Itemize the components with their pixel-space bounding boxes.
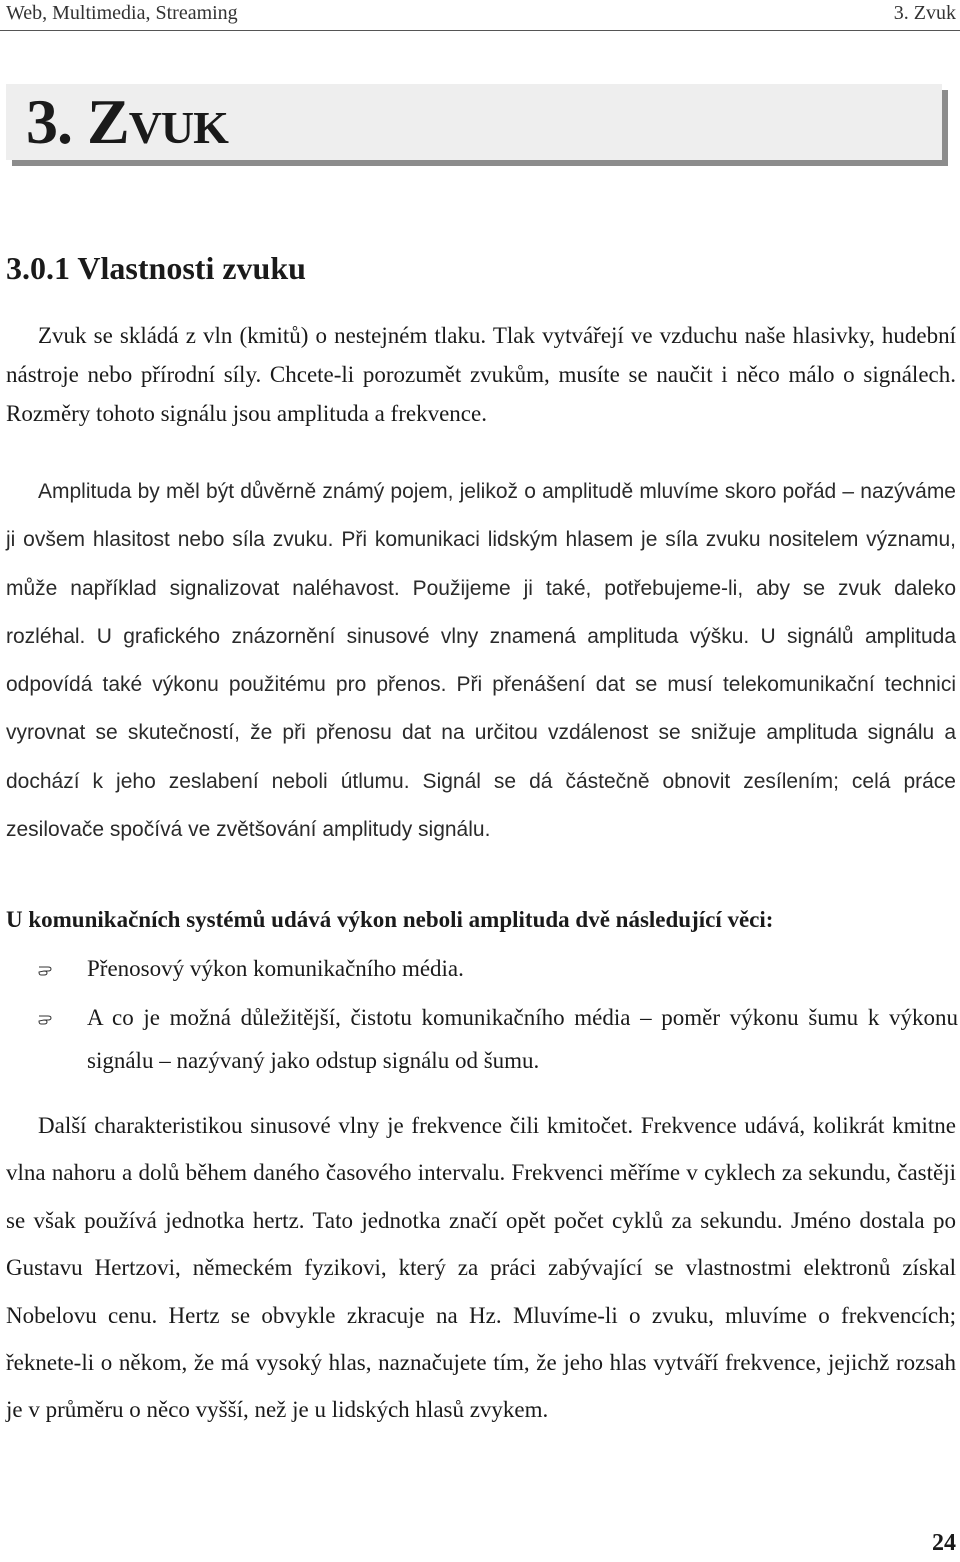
chapter-title-box [6, 84, 942, 160]
chapter-title [26, 86, 228, 160]
chapter-title-rest: VUK [128, 102, 228, 153]
paragraph-amplitude-rest: Při komunikaci lidským hlasem je síla zvuku nositelem významu, může například signalizovat naléhavost. Použijeme ji také, potřebujeme-li, aby se zvuk daleko rozléhal. U grafického znázornění sinusové vlny znamená amplituda výšku. U signálů amplituda odpovídá také výkonu použitému pro přenos. Při přenášení dat se musí telekomunikační technici vyrovnat se skutečností, že při přenosu dat na určitou vzdálenost se snižuje amplituda signálu a dochází k jeho zeslabení neboli útlumu. Signál se dá částečně obnovit zesílením; celá práce zesilovače spočívá ve zvětšování amplitudy signálu. [6, 528, 957, 842]
header-chapter-label: 3. Zvuk [893, 2, 956, 24]
paragraph-frequency: Další charakteristikou sinusové vlny je frekvence čili kmitočet. Frekvence udává, kolikrát kmitne vlna nahoru a dolů během daného časového intervalu. Frekvenci měříme v cyklech za sekundu, častěji se však používá jednotka hertz. Tato jednotka značí opět počet cyklů za sekundu. Jméno dostala po Gustavu Hertzovi, německém fyzikovi, který za práci zabývající se vlastnostmi elektronů získal Nobelovu cenu. Hertz se obvykle zkracuje na Hz. Mluvíme-li o zvuku, mluvíme o frekvencích; řeknete-li o někom, že má vysoký hlas, naznačujete tím, že jeho hlas vytváří frekvence, jejichž rozsah je v průměru o něco vyšší, než je u lidských hlasů zvykem. [6, 1113, 956, 1423]
running-header [0, 0, 960, 31]
list-item-text: Přenosový výkon komunikačního média. [87, 956, 464, 981]
list-heading: U komunikačních systémů udává výkon neboli amplituda dvě následující věci: [6, 907, 774, 932]
paragraph-intro: Zvuk se skládá z vln (kmitů) o nestejném tlaku. Tlak vytvářejí ve vzduchu naše hlasivky, hudební nástroje nebo přírodní síly. Chcete-li porozumět zvukům, musíte se naučit i něco málo o signálech. Rozměry tohoto signálu jsou amplituda a frekvence. [6, 323, 956, 426]
header-document-title: Web, Multimedia, Streaming [6, 2, 238, 24]
pointing-hand-icon [38, 1010, 54, 1026]
page-number: 24 [932, 1530, 956, 1556]
section-title: 3.0.1 Vlastnosti zvuku [6, 250, 306, 286]
list-item-text: A co je možná důležitější, čistotu komunikačního média – poměr výkonu šumu k výkonu signálu – nazývaný jako odstup signálu od šumu. [87, 1005, 958, 1073]
list-item [0, 996, 958, 1082]
list-item [0, 947, 958, 990]
paragraph-amplitude-sans: Amplituda by měl být důvěrně známý pojem, jelikož o amplitudě mluvíme skoro pořád – nazýváme ji ovšem hlasitost nebo síla zvuku. [6, 480, 956, 552]
chapter-title-number: 3. Z [26, 86, 129, 157]
paragraph-amplitude [6, 467, 956, 853]
pointing-hand-icon [38, 961, 54, 977]
bullet-list [0, 947, 960, 1082]
